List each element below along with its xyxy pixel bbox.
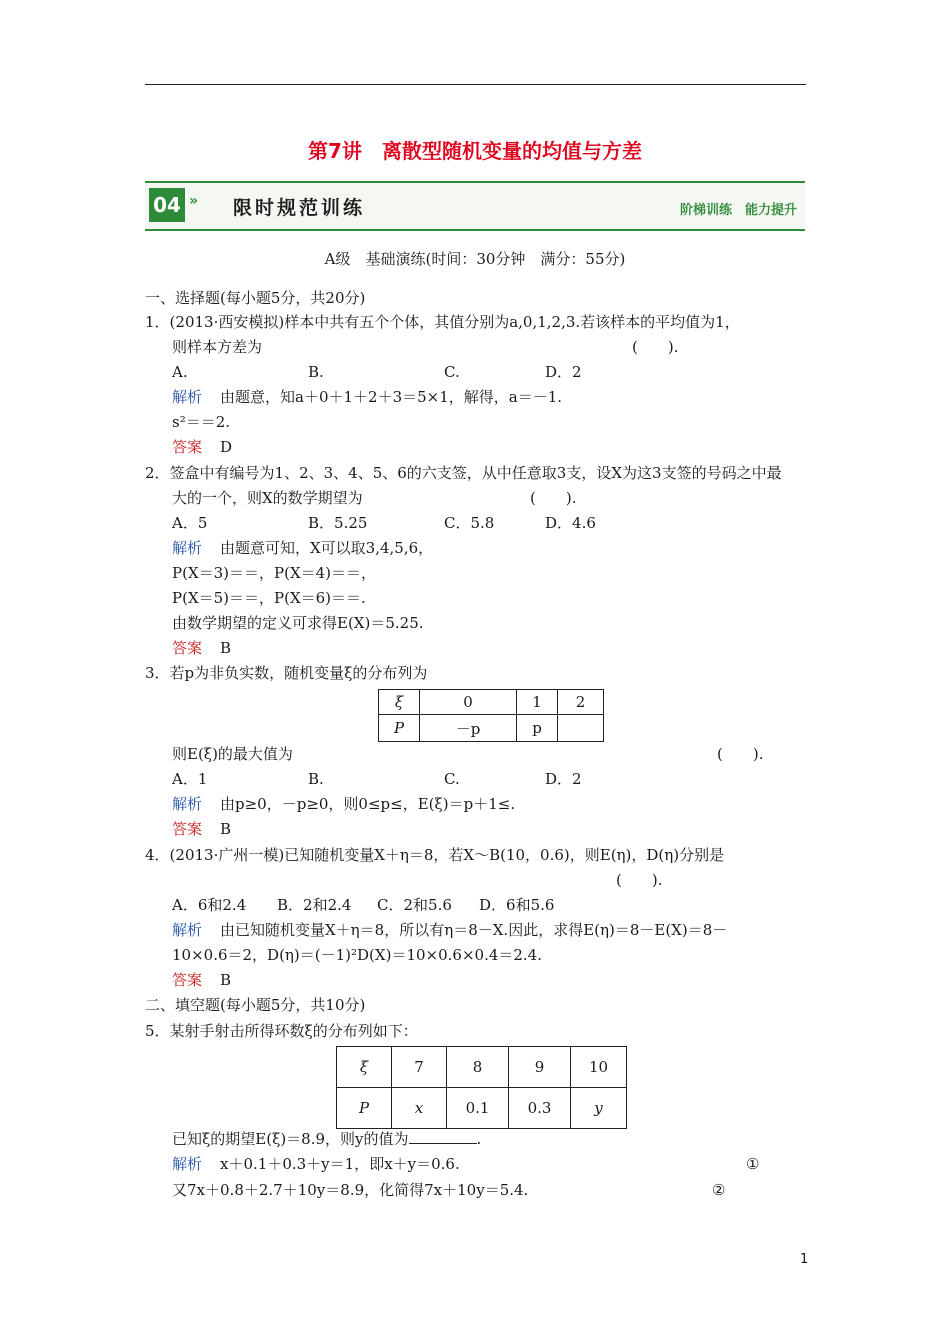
q5-stem-end: . (476, 1130, 482, 1148)
q3-answer: B (220, 820, 232, 838)
table-row (337, 1047, 627, 1088)
q4-analysis-label: 解析 (172, 921, 203, 939)
q5-analysis-line1: x＋0.1＋0.3＋y＝1，即x＋y＝0.6. (220, 1155, 460, 1173)
q2-stem-line2: 大的一个，则X的数学期望为 (172, 489, 363, 507)
q3-option-b: B. (308, 770, 324, 788)
q4-answer-label: 答案 (172, 971, 203, 989)
equation-marker-2: ② (712, 1181, 726, 1199)
q4-analysis-line2: 10×0.6＝2，D(η)＝(－1)²D(X)＝10×0.6×0.4＝2.4. (172, 946, 542, 964)
table-cell: p (517, 715, 558, 742)
q3-analysis-line1: 由p≥0，－p≥0，则0≤p≤，E(ξ)＝p＋1≤. (220, 795, 516, 813)
table-cell: 0.3 (509, 1088, 571, 1129)
q1-stem-line2: 则样本方差为 (172, 338, 263, 356)
q5-stem-line2 (172, 1129, 481, 1149)
q2-option-b: B．5.25 (308, 514, 368, 532)
banner-badge: 04 (149, 188, 185, 222)
q4-option-b: B．2和2.4 (277, 896, 352, 914)
table-cell: ξ (337, 1047, 392, 1088)
q2-analysis-line2: P(X＝3)＝＝，P(X＝4)＝＝， (172, 564, 377, 582)
q2-option-d: D．4.6 (545, 514, 596, 532)
table-cell: 0.1 (447, 1088, 509, 1129)
table-cell: －p (420, 715, 517, 742)
q3-stem-line1: 3．若p为非负实数，随机变量ξ的分布列为 (145, 664, 428, 682)
q3-stem-line2: 则E(ξ)的最大值为 (172, 745, 293, 763)
q4-stem-line1: 4．(2013·广州一模)已知随机变量X＋η＝8，若X～B(10，0.6)，则E(η)，D(η)分别是 (145, 846, 725, 864)
q3-answer-label: 答案 (172, 820, 203, 838)
q2-answer: B (220, 639, 232, 657)
q1-option-d: D．2 (545, 363, 582, 381)
q5-analysis-line2: 又7x＋0.8＋2.7＋10y＝8.9，化简得7x＋10y＝5.4. (172, 1181, 529, 1199)
table-cell: 7 (392, 1047, 447, 1088)
q1-answer-paren: ( ). (632, 338, 679, 356)
q2-analysis-line3: P(X＝5)＝＝，P(X＝6)＝＝. (172, 589, 366, 607)
q5-stem-text: 已知ξ的期望E(ξ)＝8.9，则y的值为 (172, 1130, 409, 1148)
q1-option-c: C. (444, 363, 460, 381)
table-cell: x (392, 1088, 447, 1129)
chevron-right-icon: » (189, 193, 199, 209)
table-row (337, 1088, 627, 1129)
q3-analysis-label: 解析 (172, 795, 203, 813)
q2-analysis-line4: 由数学期望的定义可求得E(X)＝5.25. (172, 614, 424, 632)
table-row (379, 715, 604, 742)
table-cell: 0 (420, 690, 517, 715)
table-cell: 8 (447, 1047, 509, 1088)
q3-answer-paren: ( ). (717, 745, 764, 763)
q3-option-c: C. (444, 770, 460, 788)
q2-answer-paren: ( ). (530, 489, 577, 507)
equation-marker-1: ① (746, 1155, 760, 1173)
q3-distribution-table (378, 689, 604, 742)
q2-analysis-line1: 由题意可知，X可以取3,4,5,6， (220, 539, 434, 557)
q4-option-c: C．2和5.6 (377, 896, 452, 914)
q1-analysis-line2: s²＝＝2. (172, 413, 231, 431)
q1-answer: D (220, 438, 233, 456)
table-row (379, 690, 604, 715)
q1-option-a: A. (172, 363, 188, 381)
q2-option-a: A．5 (172, 514, 208, 532)
table-cell: P (337, 1088, 392, 1129)
q1-answer-label: 答案 (172, 438, 203, 456)
q5-stem-line1: 5．某射手射击所得环数ξ的分布列如下： (145, 1022, 418, 1040)
header-rule (145, 84, 806, 85)
table-cell: 10 (571, 1047, 627, 1088)
q5-distribution-table (336, 1046, 627, 1129)
table-cell: P (379, 715, 420, 742)
q1-analysis-line1: 由题意，知a＋0＋1＋2＋3＝5×1，解得，a＝－1. (220, 388, 563, 406)
page-number: 1 (800, 1252, 809, 1267)
level-line: A级 基础演练(时间：30分钟 满分：55分) (324, 250, 626, 268)
q3-option-d: D．2 (545, 770, 582, 788)
q1-analysis-label: 解析 (172, 388, 203, 406)
table-cell: ξ (379, 690, 420, 715)
section-heading-fill: 二、填空题(每小题5分，共10分) (145, 996, 366, 1014)
table-cell: y (571, 1088, 627, 1129)
q2-answer-label: 答案 (172, 639, 203, 657)
q2-option-c: C．5.8 (444, 514, 495, 532)
q5-analysis-label: 解析 (172, 1155, 203, 1173)
banner-subheading: 阶梯训练 能力提升 (679, 203, 797, 218)
q4-analysis-line1: 由已知随机变量X＋η＝8，所以有η＝8－X.因此，求得E(η)＝8－E(X)＝8－ (220, 921, 728, 939)
q3-option-a: A．1 (172, 770, 208, 788)
banner-heading: 限时规范训练 (233, 197, 366, 219)
q1-option-b: B. (308, 363, 324, 381)
table-cell: 1 (517, 690, 558, 715)
table-cell: 2 (558, 690, 604, 715)
q2-stem-line1: 2．签盒中有编号为1、2、3、4、5、6的六支签，从中任意取3支，设X为这3支签的号码之中最 (145, 464, 782, 482)
q1-stem-line1: 1．(2013·西安模拟)样本中共有五个个体，其值分别为a,0,1,2,3.若该样本的平均值为1， (145, 313, 740, 331)
lesson-title: 第7讲 离散型随机变量的均值与方差 (308, 139, 642, 163)
q2-analysis-label: 解析 (172, 539, 203, 557)
q4-option-a: A．6和2.4 (172, 896, 247, 914)
section-banner (145, 181, 805, 231)
q4-answer: B (220, 971, 232, 989)
q4-option-d: D．6和5.6 (479, 896, 555, 914)
table-cell (558, 715, 604, 742)
table-cell: 9 (509, 1047, 571, 1088)
q4-answer-paren: ( ). (616, 871, 663, 889)
section-heading-choice: 一、选择题(每小题5分，共20分) (145, 289, 366, 307)
answer-blank (409, 1129, 477, 1144)
